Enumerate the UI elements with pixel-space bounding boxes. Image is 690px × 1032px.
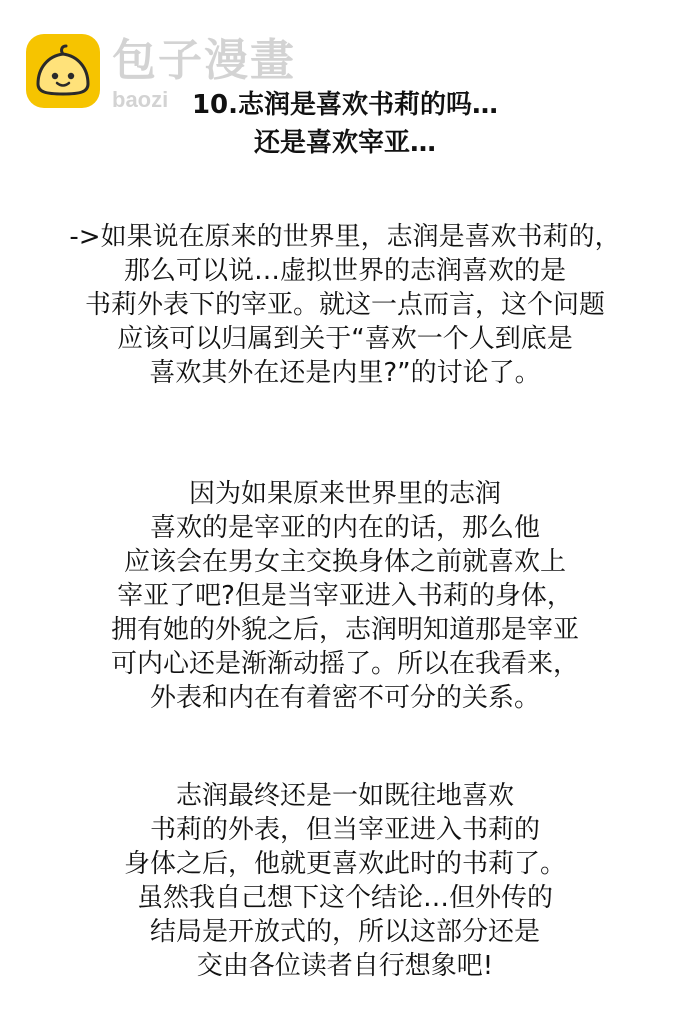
brand-domain: baozi — [112, 87, 169, 112]
paragraph-line: 应该会在男女主交换身体之前就喜欢上 — [123, 547, 566, 577]
paragraph-line: 拥有她的外貌之后，志润明知道那是宰亚 — [110, 615, 579, 645]
paragraph-line: 书莉的外表，但当宰亚进入书莉的 — [149, 815, 540, 845]
paragraph-2 — [0, 477, 690, 715]
paragraph-line: 可内心还是渐渐动摇了。所以在我看来， — [110, 649, 579, 679]
paragraph-line: 外表和内在有着密不可分的关系。 — [149, 683, 540, 713]
paragraph-line: 志润最终还是一如既往地喜欢 — [175, 781, 514, 811]
brand-name: 包子漫畫 — [112, 35, 296, 86]
paragraph-line: 书莉外表下的宰亚。就这一点而言，这个问题 — [84, 290, 605, 320]
paragraph-line: 因为如果原来世界里的志润 — [188, 479, 501, 509]
paragraph-line: 结局是开放式的，所以这部分还是 — [149, 917, 540, 947]
paragraph-1 — [0, 220, 690, 390]
section-title-line-1: 10.志润是喜欢书莉的吗… — [191, 90, 499, 120]
paragraph-line: 交由各位读者自行想象吧! — [196, 951, 494, 981]
paragraph-line: 宰亚了吧?但是当宰亚进入书莉的身体， — [117, 581, 573, 611]
paragraph-line: 喜欢其外在还是内里?”的讨论了。 — [149, 358, 541, 388]
paragraph-line: 应该可以归属到关于“喜欢一个人到底是 — [117, 324, 573, 354]
paragraph-line: 那么可以说…虚拟世界的志润喜欢的是 — [123, 256, 566, 286]
paragraph-line: ->如果说在原来的世界里，志润是喜欢书莉的， — [69, 222, 621, 252]
section-title-line-2: 还是喜欢宰亚… — [253, 128, 436, 158]
paragraph-line: 喜欢的是宰亚的内在的话，那么他 — [149, 513, 540, 543]
paragraph-3 — [0, 779, 690, 983]
paragraph-line: 虽然我自己想下这个结论…但外传的 — [136, 883, 553, 913]
paragraph-line: 身体之后，他就更喜欢此时的书莉了。 — [123, 849, 566, 879]
